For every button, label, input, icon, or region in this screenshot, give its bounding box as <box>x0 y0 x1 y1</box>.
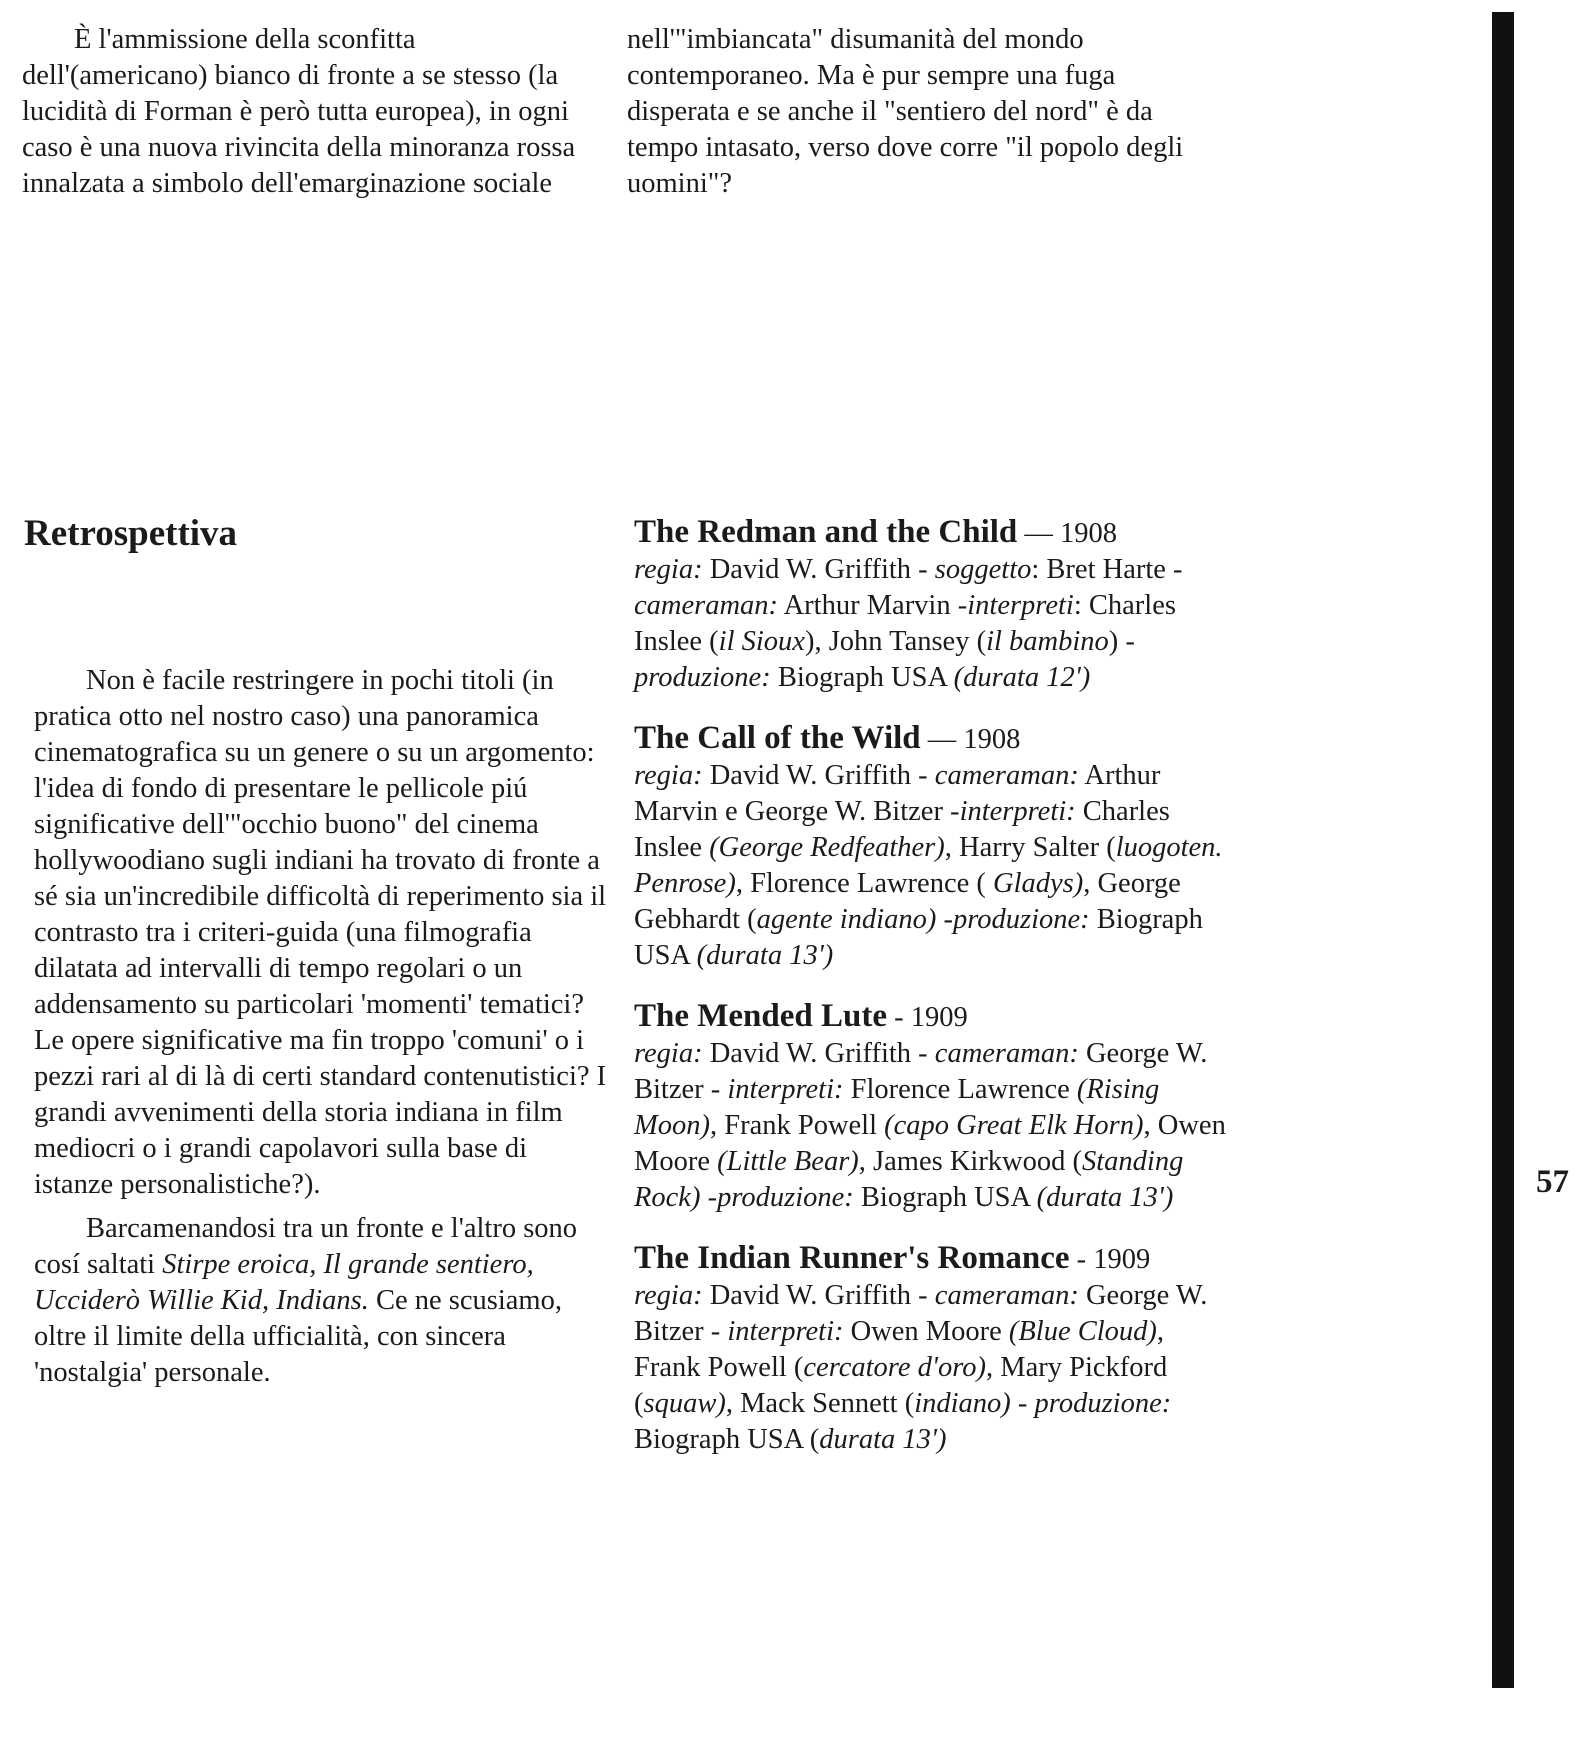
credit-text: Standing Rock) <box>634 1146 1184 1213</box>
film-credits <box>634 758 1234 974</box>
credit-text: (durata 13') <box>1036 1182 1174 1213</box>
credit-text: indiano) <box>914 1388 1011 1419</box>
credit-text: interpreti <box>967 590 1074 621</box>
intro-paragraph-2-end: Ce ne scusiamo, oltre il limite della ufficialità, con sincera 'nostalgia' personale. <box>34 1285 562 1388</box>
credit-text: produzione: <box>717 1182 854 1213</box>
film-year: - 1909 <box>1076 1244 1151 1275</box>
film-title: The Call of the Wild <box>634 720 921 756</box>
credit-text: , Harry Salter ( <box>944 832 1116 863</box>
credit-text: produzione: <box>1034 1388 1172 1419</box>
credit-text: (durata 13') <box>696 940 834 971</box>
credit-text: Biograph USA <box>770 662 954 693</box>
filmography-column <box>634 512 1234 1480</box>
credit-text: ) - <box>1108 626 1135 657</box>
film-title: The Redman and the Child <box>634 514 1018 550</box>
credit-text: Owen Moore <box>843 1316 1009 1347</box>
film-credits <box>634 552 1234 696</box>
film-heading <box>634 718 1234 758</box>
intro-paragraph-2-start: Barcamenandosi tra un fronte e l'altro sono cosí saltati <box>34 1213 578 1280</box>
credit-text: squaw) <box>643 1388 726 1419</box>
credit-text: Biograph USA <box>853 1182 1037 1213</box>
credit-text: George W. Bitzer - <box>634 1038 1208 1105</box>
credit-text: (Rising Moon) <box>634 1074 1160 1141</box>
credit-text: cameraman: <box>934 1280 1079 1311</box>
credit-text: Arthur Marvin e George W. Bitzer - <box>634 760 1161 827</box>
credit-text: , Mack Sennett ( <box>725 1388 915 1419</box>
credit-text: David W. Griffith - <box>702 760 935 791</box>
page-number: 57 <box>1536 1164 1569 1200</box>
credit-text: cercatore d'oro) <box>803 1352 986 1383</box>
credit-text: produzione: <box>952 904 1090 935</box>
film-entry <box>634 512 1234 696</box>
credit-text: (durata 12') <box>953 662 1091 693</box>
credit-text: Arthur Marvin - <box>778 590 968 621</box>
credit-text: interpreti: <box>959 796 1076 827</box>
film-title: The Mended Lute <box>634 998 888 1034</box>
credit-text: : Bret Harte - <box>1031 554 1183 585</box>
intro-paragraph-2 <box>34 1211 609 1391</box>
credit-text: regia: <box>634 1280 703 1311</box>
credit-text: il bambino <box>986 626 1109 657</box>
film-heading <box>634 1238 1234 1278</box>
credit-text: Charles Inslee <box>634 796 1170 863</box>
credit-text: interpreti: <box>727 1074 844 1105</box>
credit-text: - <box>936 904 953 935</box>
excluded-film-titles: Stirpe eroica, Il grande sentiero, Ucciderò Willie Kid, Indians. <box>34 1249 534 1316</box>
credit-text: , George Gebhardt ( <box>634 868 1181 935</box>
credit-text: George W. Bitzer - <box>634 1280 1208 1347</box>
credit-text: il Sioux <box>718 626 805 657</box>
credit-text: Biograph USA ( <box>634 1424 820 1455</box>
top-right-column <box>627 22 1217 202</box>
credit-text: ), John Tansey ( <box>804 626 987 657</box>
credit-text: , Frank Powell ( <box>634 1316 1165 1383</box>
film-year: - 1909 <box>894 1002 968 1033</box>
continued-paragraph-right: nell'"imbiancata" disumanità del mondo contemporaneo. Ma è pur sempre una fuga disperata e se anche il "sentiero del nord" è da tempo intasato, verso dove corre "il popolo degli uomini"? <box>627 24 1184 199</box>
intro-paragraph-1: Non è facile restringere in pochi titoli (in pratica otto nel nostro caso) una panoramica cinematografica su un genere o su un argomento: l'idea di fondo di presentare le pellicole piú significative dell'"occhio buono" del cinema hollywoodiano sugli indiani ha trovato di fronte a sé sia un'incredibile difficoltà di reperimento sia il contrasto tra i criteri-guida (una filmografia dilatata ad intervalli di tempo regolari o un addensamento su particolari 'momenti' tematici? Le opere significative ma fin troppo 'comuni' o i pezzi rari al di là di certi standard contenutistici? I grandi avvenimenti della storia indiana in film mediocri o i grandi capolavori sulla base di istanze personalistiche?). <box>34 665 607 1200</box>
credit-text: , Florence Lawrence ( <box>735 868 993 899</box>
credit-text: cameraman: <box>634 590 779 621</box>
credit-text: cameraman: <box>934 1038 1079 1069</box>
film-entry <box>634 996 1234 1216</box>
top-left-column <box>22 22 592 202</box>
credit-text: regia: <box>634 1038 703 1069</box>
film-title: The Indian Runner's Romance <box>634 1240 1070 1276</box>
credit-text: cameraman: <box>934 760 1079 791</box>
credit-text: regia: <box>634 554 703 585</box>
credit-text: : Charles Inslee ( <box>634 590 1176 657</box>
film-year: — 1908 <box>1024 518 1118 549</box>
credit-text: interpreti: <box>727 1316 844 1347</box>
credit-text: (Little Bear) <box>717 1146 859 1177</box>
credit-text: - <box>1010 1388 1035 1419</box>
credit-text: - <box>700 1182 718 1213</box>
film-heading <box>634 512 1234 552</box>
credit-text: agente indiano) <box>756 904 937 935</box>
credit-text: soggetto <box>934 554 1032 585</box>
credit-text: (capo Great Elk Horn) <box>884 1110 1144 1141</box>
credit-text: , James Kirkwood ( <box>858 1146 1083 1177</box>
credit-text: produzione: <box>634 662 771 693</box>
credit-text: Florence Lawrence <box>843 1074 1077 1105</box>
credit-text: regia: <box>634 760 703 791</box>
credit-text: Biograph USA <box>634 904 1203 971</box>
film-year: — 1908 <box>927 724 1021 755</box>
credit-text: Gladys) <box>992 868 1084 899</box>
credit-text: , Frank Powell <box>709 1110 885 1141</box>
film-heading <box>634 996 1234 1036</box>
film-entry <box>634 718 1234 974</box>
credit-text: luogoten. Penrose) <box>634 832 1223 899</box>
film-credits <box>634 1036 1234 1216</box>
credit-text: durata 13') <box>819 1424 947 1455</box>
credit-text: (George Redfeather) <box>709 832 945 863</box>
section-title: Retrospettiva <box>24 513 238 554</box>
page-edge-bar <box>1492 12 1514 1688</box>
credit-text: David W. Griffith - <box>702 554 935 585</box>
credit-text: David W. Griffith - <box>702 1038 935 1069</box>
intro-column <box>34 663 609 1391</box>
credit-text: , Owen Moore <box>634 1110 1226 1177</box>
film-credits <box>634 1278 1234 1458</box>
continued-paragraph-left: È l'ammissione della sconfitta dell'(americano) bianco di fronte a se stesso (la lucidità di Forman è però tutta europea), in ogni caso è una nuova rivincita della minoranza rossa innalzata a simbolo dell'emarginazione sociale <box>22 24 576 199</box>
credit-text: David W. Griffith - <box>702 1280 935 1311</box>
credit-text: (Blue Cloud) <box>1008 1316 1157 1347</box>
credit-text: , Mary Pickford ( <box>634 1352 1168 1419</box>
film-entry <box>634 1238 1234 1458</box>
